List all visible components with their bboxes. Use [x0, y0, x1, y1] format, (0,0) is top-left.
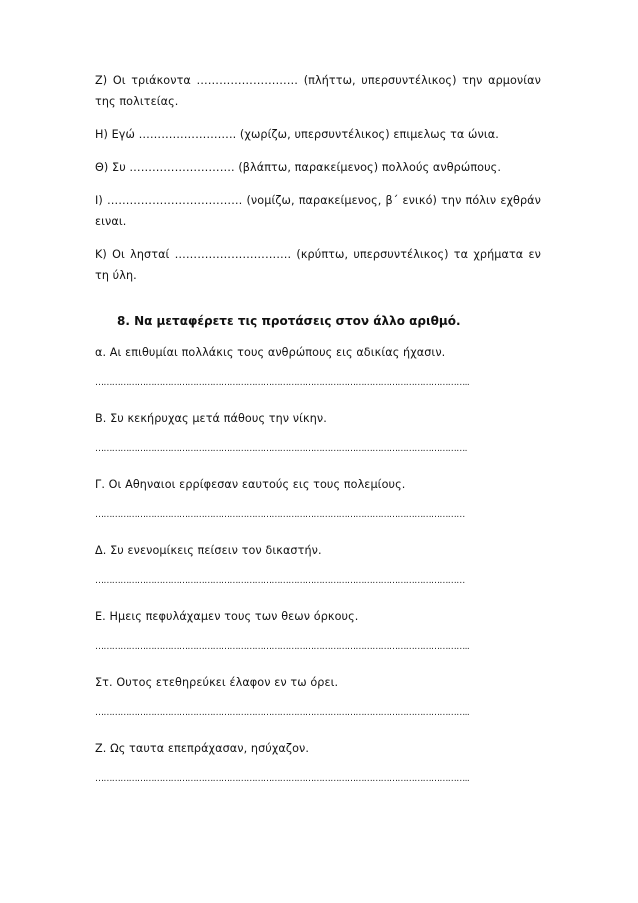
exercise-item-th: Θ) Συ ………………………. (βλάπτω, παρακείμενος) πολλούς ανθρώπους. — [95, 161, 502, 174]
sentence: Ε. Ημεις πεφυλάχαμεν τους των θεων όρκους. — [95, 610, 359, 623]
sentence: α. Αι επιθυμίαι πολλάκις τους ανθρώπους εις αδικίας ήχασιν. — [95, 346, 446, 359]
sentence-block-st — [95, 674, 541, 719]
sentence-block-a — [95, 344, 541, 389]
section-heading: 8. Να μεταφέρετε τις προτάσεις στον άλλο αριθμό. — [117, 314, 461, 328]
exercise-item-z: Ζ) Οι τριάκοντα ……………………… (πλήττω, υπερσυντέλικος) την αρμονίαν της πολιτείας. — [95, 74, 541, 108]
sentence-block-b — [95, 410, 541, 455]
answer-line[interactable]: ……………………………………………………………………………………………………………………. — [95, 444, 467, 454]
answer-line[interactable]: …………………………………………………………………………………………………………………… — [95, 576, 465, 586]
sentence: Δ. Συ ενενομίκεις πείσειν τον δικαστήν. — [95, 544, 322, 557]
sentence-block-e — [95, 608, 541, 653]
exercise-item-iota: Ι) ……………………………… (νομίζω, παρακείμενος, β΄ ενικό) την πόλιν εχθράν ειναι. — [95, 194, 541, 228]
worksheet-page — [95, 70, 541, 806]
sentence: Β. Συ κεκήρυχας μετά πάθους την νίκην. — [95, 412, 327, 425]
answer-line[interactable]: …………………………………………………………………………………………………………………….. — [95, 708, 470, 718]
sentence-block-z — [95, 740, 541, 785]
sentence: Στ. Ουτος ετεθηρεύκει έλαφον εν τω όρει. — [95, 676, 339, 689]
answer-line[interactable]: …………………………………………………………………………………………………………………… — [95, 510, 465, 520]
sentence-block-d — [95, 542, 541, 587]
exercise-item-i: Η) Εγώ …………………….. (χωρίζω, υπερσυντέλικος) επιμελως τα ώνια. — [95, 128, 499, 141]
sentence: Γ. Οι Αθηναιοι ερρίφεσαν εαυτούς εις τους πολεμίους. — [95, 478, 406, 491]
answer-line[interactable]: …………………………………………………………………………………………………………………….. — [95, 378, 470, 388]
answer-line[interactable]: …………………………………………………………………………………………………………………….. — [95, 642, 470, 652]
exercise-item-k: Κ) Οι λησταί …………………………. (κρύπτω, υπερσυντέλικος) τα χρήματα εν τη ύλη. — [95, 248, 541, 282]
answer-line[interactable]: …………………………………………………………………………………………………………………….. — [95, 774, 470, 784]
sentence-block-g — [95, 476, 541, 521]
sentence: Ζ. Ως ταυτα επεπράχασαν, ησύχαζον. — [95, 742, 310, 755]
